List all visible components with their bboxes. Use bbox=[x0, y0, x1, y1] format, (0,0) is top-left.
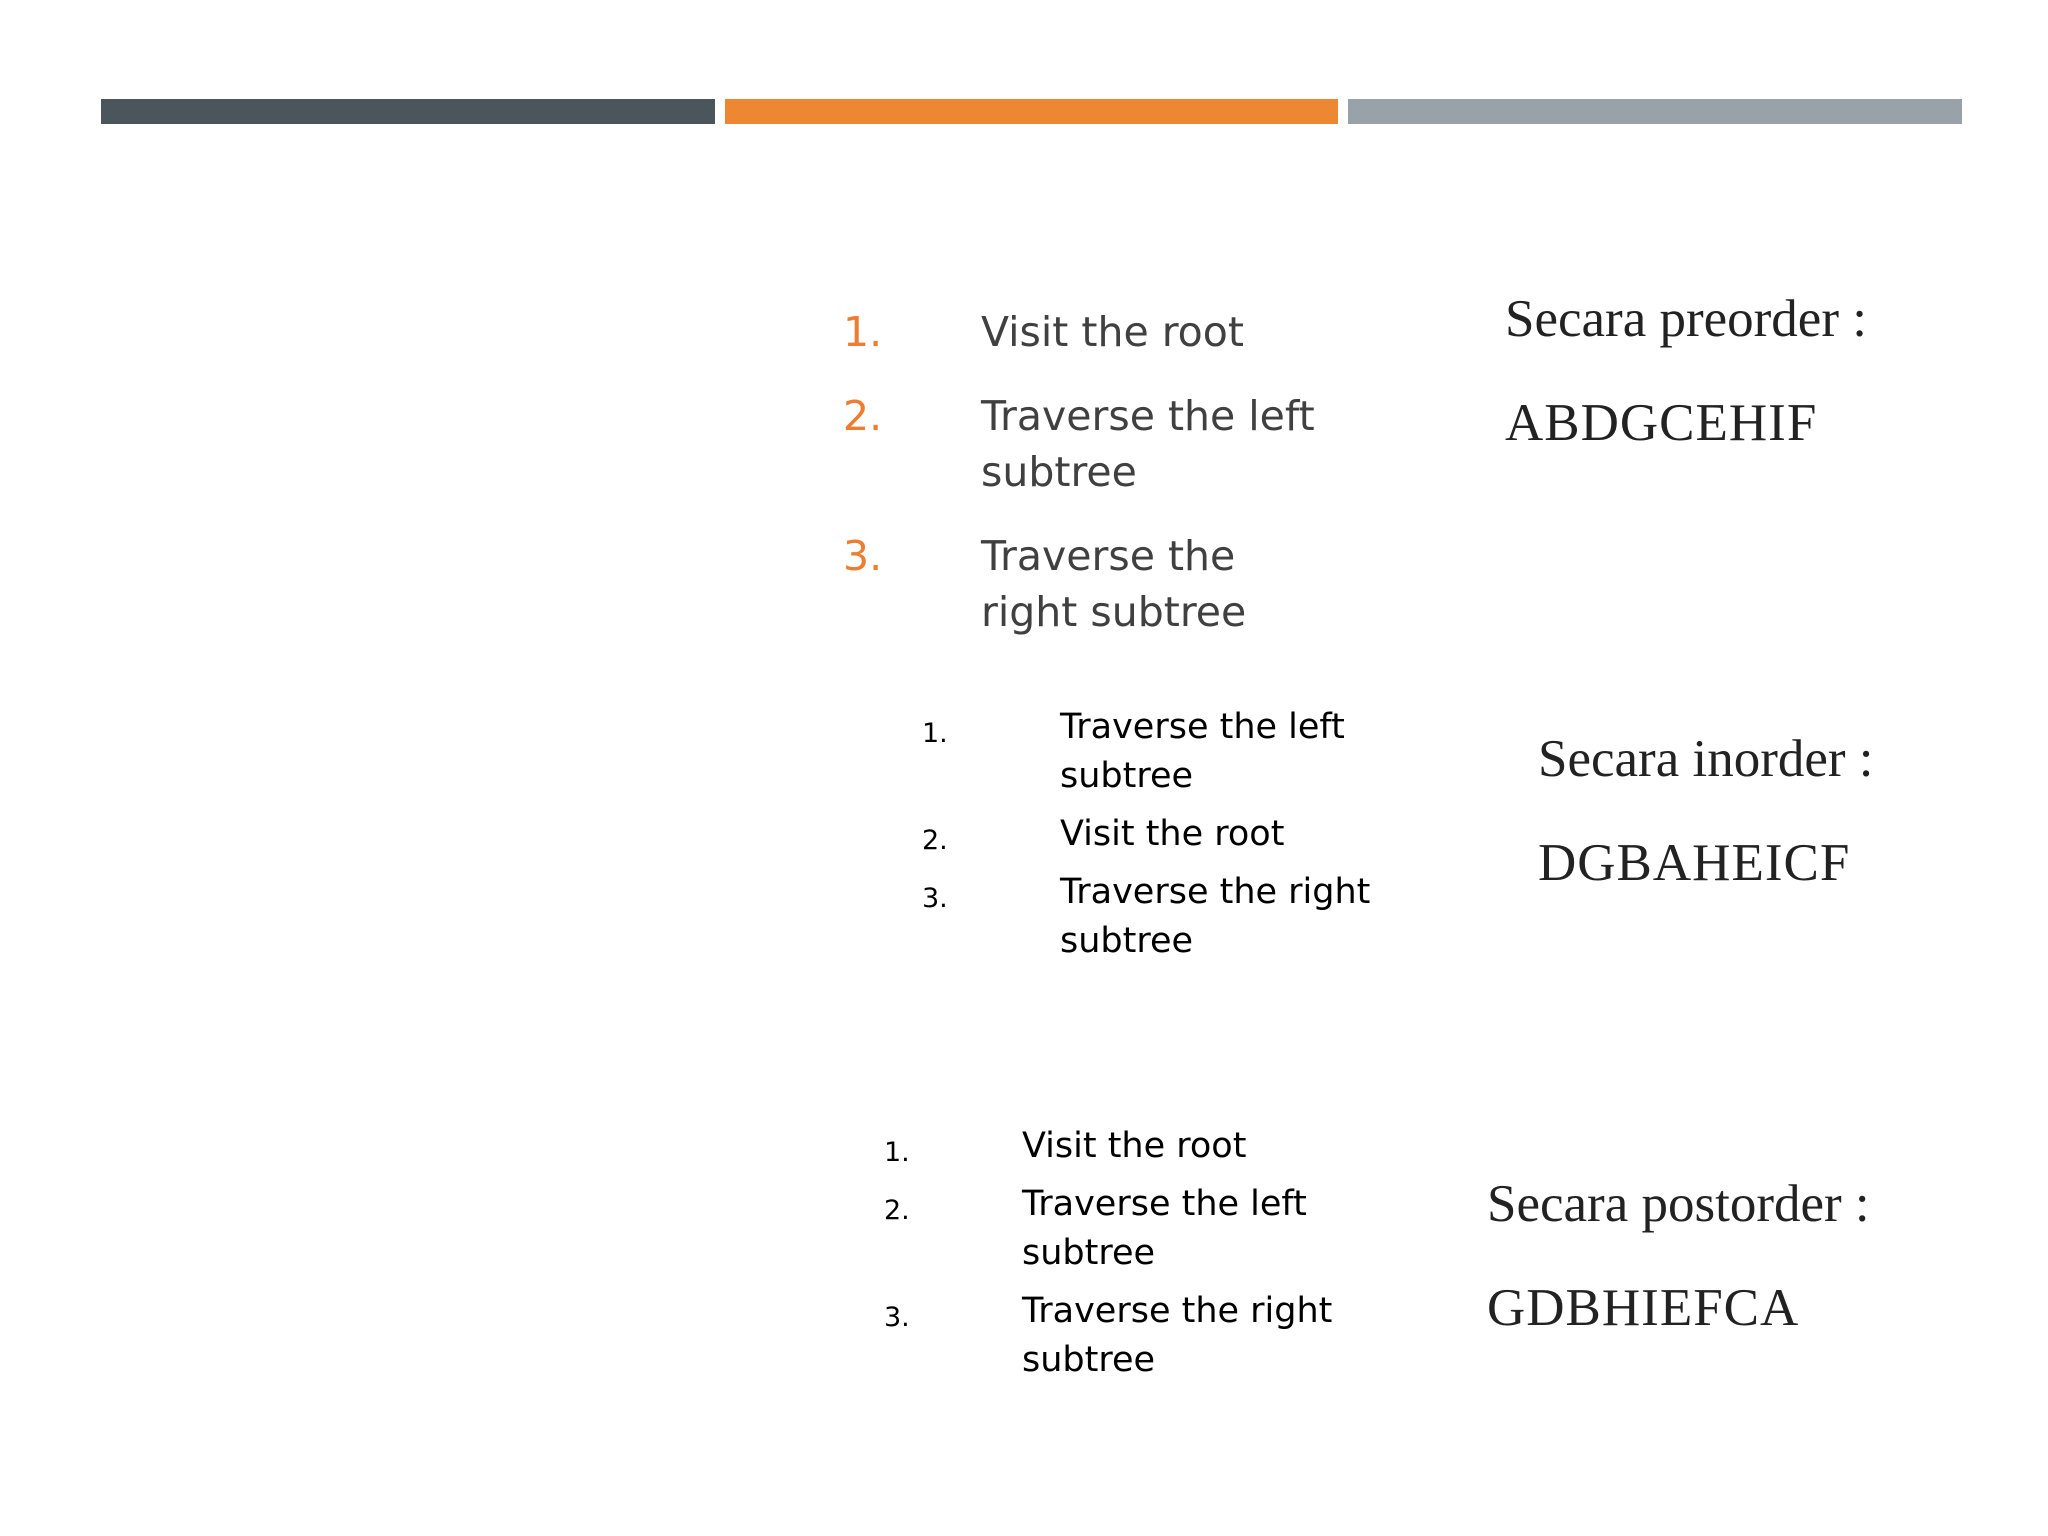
header-bar-orange-segment bbox=[725, 99, 1338, 124]
step-number: 1. bbox=[843, 308, 883, 356]
step-text: Traverse the right subtree bbox=[1060, 872, 1371, 961]
step-number: 3. bbox=[884, 1302, 910, 1333]
postorder-result-sequence: GDBHIEFCA bbox=[1487, 1279, 1800, 1337]
inorder-step bbox=[922, 868, 1462, 966]
step-number: 3. bbox=[922, 883, 948, 914]
preorder-step bbox=[843, 528, 1443, 640]
preorder-step bbox=[843, 304, 1443, 360]
step-text: Visit the root bbox=[1060, 814, 1285, 854]
step-text: Traverse the right subtree bbox=[981, 532, 1247, 636]
preorder-steps-list bbox=[843, 304, 1443, 668]
inorder-step bbox=[922, 810, 1462, 859]
step-number: 3. bbox=[843, 532, 883, 580]
preorder-result bbox=[1505, 287, 1867, 455]
postorder-step bbox=[884, 1122, 1444, 1171]
postorder-result bbox=[1487, 1172, 1870, 1340]
header-bar-dark-segment bbox=[101, 99, 715, 124]
preorder-step bbox=[843, 388, 1443, 500]
step-text: Traverse the left subtree bbox=[1060, 707, 1345, 796]
preorder-result-sequence: ABDGCEHIF bbox=[1505, 394, 1818, 452]
inorder-step bbox=[922, 703, 1462, 801]
step-text: Visit the root bbox=[1022, 1126, 1247, 1166]
step-text: Traverse the left subtree bbox=[981, 392, 1315, 496]
inorder-result bbox=[1538, 727, 1874, 895]
postorder-step bbox=[884, 1287, 1444, 1385]
step-text: Visit the root bbox=[981, 308, 1244, 356]
preorder-result-label: Secara preorder : bbox=[1505, 290, 1867, 348]
postorder-step bbox=[884, 1180, 1444, 1278]
inorder-result-sequence: DGBAHEICF bbox=[1538, 834, 1851, 892]
postorder-result-label: Secara postorder : bbox=[1487, 1175, 1870, 1233]
step-text: Traverse the right subtree bbox=[1022, 1291, 1333, 1380]
step-number: 2. bbox=[922, 825, 948, 856]
step-number: 1. bbox=[884, 1137, 910, 1168]
step-number: 2. bbox=[884, 1195, 910, 1226]
postorder-steps-list bbox=[884, 1122, 1444, 1394]
header-bar-grey-segment bbox=[1348, 99, 1962, 124]
step-text: Traverse the left subtree bbox=[1022, 1184, 1307, 1273]
inorder-steps-list bbox=[922, 703, 1462, 975]
step-number: 2. bbox=[843, 392, 883, 440]
step-number: 1. bbox=[922, 718, 948, 749]
inorder-result-label: Secara inorder : bbox=[1538, 730, 1874, 788]
